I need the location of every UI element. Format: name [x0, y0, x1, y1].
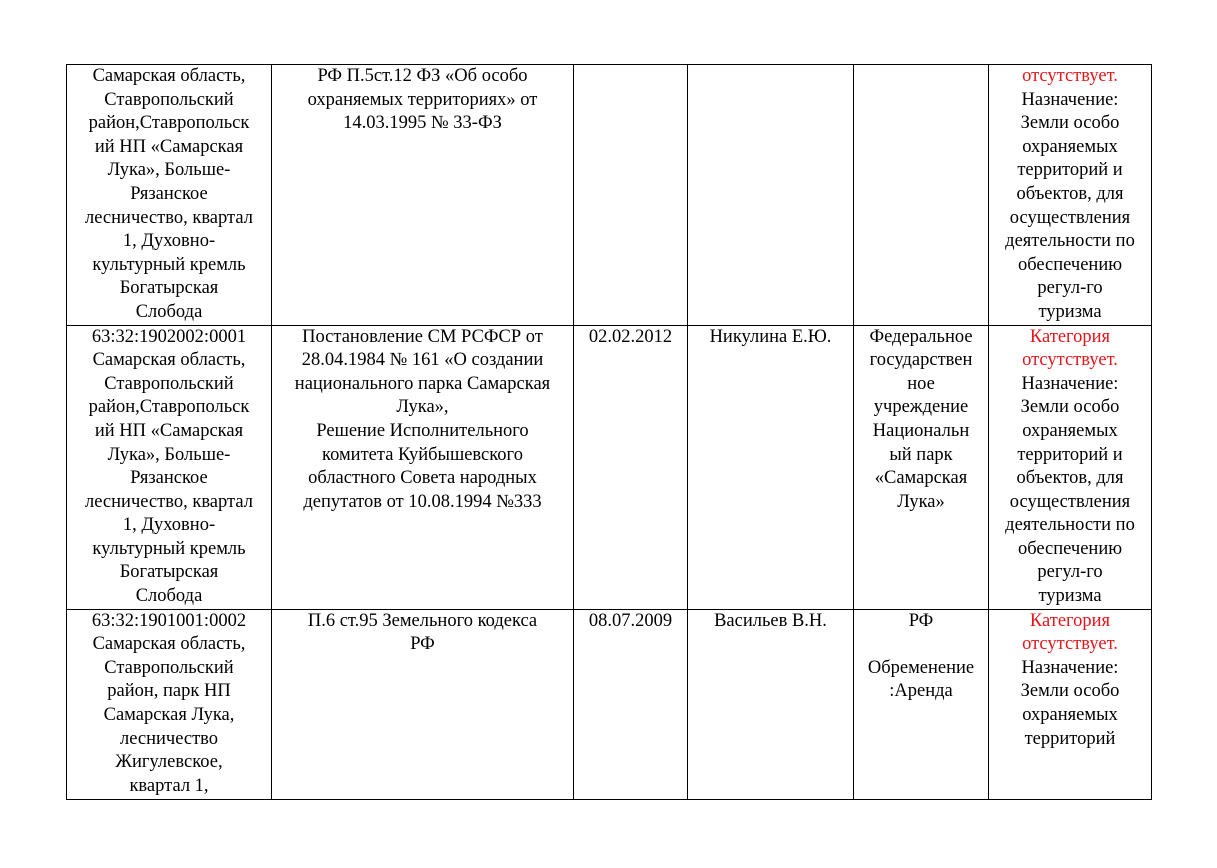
text-line: П.6 ст.95 Земельного кодекса	[307, 610, 538, 631]
text-line: 1, Духовно-	[122, 515, 216, 536]
text-line: Богатырская	[119, 562, 219, 583]
category-text	[992, 65, 1148, 89]
legal-basis-cell	[272, 609, 574, 799]
text-line: охраняемых	[1022, 420, 1118, 441]
date-text: 02.02.2012	[588, 326, 673, 347]
person-text: Никулина Е.Ю.	[709, 326, 832, 347]
text-line: ый парк	[889, 444, 953, 465]
legal-basis-cell	[272, 325, 574, 609]
text-line: 14.03.1995 № 33-ФЗ	[343, 113, 502, 134]
land-plots-table	[66, 64, 1152, 800]
date-text: 08.07.2009	[588, 610, 673, 631]
text-line: деятельности по	[1005, 515, 1135, 536]
text-line: район,Ставропольск	[88, 113, 250, 134]
legal-basis-cell	[272, 65, 574, 326]
text-line: Лука»	[897, 491, 945, 512]
text-line: Категория	[1029, 326, 1111, 347]
date-cell	[574, 325, 688, 609]
text-line: 63:32:1902002:0001	[91, 326, 247, 347]
text-line: регул-го	[1037, 562, 1103, 583]
text-line: Земли особо	[1020, 397, 1120, 418]
address-cell	[67, 65, 272, 326]
purpose-text	[992, 657, 1148, 751]
table-row	[67, 325, 1152, 609]
text-line: «Самарская	[874, 468, 968, 489]
person-text: Васильев В.Н.	[714, 610, 827, 631]
text-line: Земли особо	[1020, 681, 1120, 702]
category-text	[992, 610, 1148, 657]
table-row	[67, 65, 1152, 326]
text-line: Лука», Больше-	[107, 160, 231, 181]
text-line: охраняемых территориях» от	[307, 89, 538, 110]
text-line: Постановление СМ РСФСР от	[302, 326, 543, 347]
category-text	[992, 326, 1148, 373]
text-line: обеспечению	[1017, 254, 1123, 275]
text-line: Назначение:	[1021, 373, 1119, 394]
text-line: обеспечению	[1017, 538, 1123, 559]
text-line: Ставропольский	[104, 373, 234, 394]
text-line: Самарская область,	[92, 350, 246, 371]
text-line: Национальн	[872, 420, 970, 441]
text-line: Самарская область,	[92, 634, 246, 655]
text-line: Рязанское	[130, 183, 208, 204]
category-cell	[989, 325, 1152, 609]
text-line: РФ	[410, 634, 435, 655]
text-line: квартал 1,	[129, 775, 209, 796]
text-line: объектов, для	[1016, 468, 1124, 489]
text-line: Назначение:	[1021, 657, 1119, 678]
date-cell	[574, 65, 688, 326]
text-line: комитета Куйбышевского	[322, 444, 523, 465]
text-line: район, парк НП	[107, 681, 231, 702]
text-line: Самарская Лука,	[103, 705, 235, 726]
text-line: областного Совета народных	[308, 468, 537, 489]
text-line: 1, Духовно-	[122, 231, 216, 252]
text-line: осуществления	[1009, 207, 1131, 228]
text-line: район,Ставропольск	[88, 397, 250, 418]
text-line: РФ П.5ст.12 ФЗ «Об особо	[317, 66, 528, 86]
owner-text	[857, 610, 985, 634]
text-line: Жигулевское,	[115, 752, 223, 773]
text-line: регул-го	[1037, 278, 1103, 299]
text-line: Самарская область,	[92, 66, 246, 86]
address-cell	[67, 325, 272, 609]
text-line: территорий и	[1017, 444, 1123, 465]
text-line: государствен	[869, 350, 973, 371]
text-line: РФ	[908, 610, 934, 631]
text-line: территорий	[1024, 728, 1116, 749]
owner-cell	[854, 65, 989, 326]
text-line: Слобода	[135, 301, 203, 322]
text-line: ий НП «Самарская	[94, 420, 244, 441]
text-line: Категория	[1029, 610, 1111, 631]
text-line: лесничество, квартал	[85, 207, 253, 228]
purpose-text	[992, 373, 1148, 609]
category-cell	[989, 609, 1152, 799]
category-cell	[989, 65, 1152, 326]
text-line: Обременение	[867, 657, 975, 678]
text-line: ий НП «Самарская	[94, 136, 244, 157]
text-line: Богатырская	[119, 278, 219, 299]
text-line: Федеральное	[869, 326, 973, 347]
text-line: Назначение:	[1021, 89, 1119, 110]
owner-cell	[854, 609, 989, 799]
text-line: Лука»,	[396, 397, 449, 418]
text-line: деятельности по	[1005, 231, 1135, 252]
text-line: :Аренда	[889, 681, 953, 702]
text-line: осуществления	[1009, 491, 1131, 512]
text-line: 28.04.1984 № 161 «О создании	[301, 350, 544, 371]
owner-cell	[854, 325, 989, 609]
table-row	[67, 609, 1152, 799]
address-cell	[67, 609, 272, 799]
text-line: культурный кремль	[92, 538, 246, 559]
text-line: охраняемых	[1022, 136, 1118, 157]
text-line: Земли особо	[1020, 113, 1120, 134]
text-line: лесничество	[119, 728, 219, 749]
text-line: лесничество, квартал	[85, 491, 253, 512]
text-line: отсутствует.	[1022, 350, 1118, 371]
text-line: учреждение	[873, 397, 969, 418]
text-line: отсутствует.	[1022, 66, 1118, 86]
person-cell	[688, 609, 854, 799]
text-line: 63:32:1901001:0002	[91, 610, 247, 631]
text-line: территорий и	[1017, 160, 1123, 181]
date-cell	[574, 609, 688, 799]
text-line: национального парка Самарская	[294, 373, 551, 394]
text-line: туризма	[1038, 301, 1102, 322]
text-line: отсутствует.	[1022, 634, 1118, 655]
text-line: охраняемых	[1022, 705, 1118, 726]
purpose-text	[992, 89, 1148, 325]
text-line: Решение Исполнительного	[316, 420, 529, 441]
text-line: Лука», Больше-	[107, 444, 231, 465]
text-line: ное	[907, 373, 935, 394]
text-line: депутатов от 10.08.1994 №333	[303, 491, 542, 512]
text-line: культурный кремль	[92, 254, 246, 275]
encumbrance-text	[857, 657, 985, 704]
text-line: Рязанское	[130, 468, 208, 489]
text-line: объектов, для	[1016, 183, 1124, 204]
person-cell	[688, 325, 854, 609]
person-cell	[688, 65, 854, 326]
text-line: Ставропольский	[104, 657, 234, 678]
text-line: Слобода	[135, 586, 203, 607]
text-line: Ставропольский	[104, 89, 234, 110]
text-line: туризма	[1038, 586, 1102, 607]
